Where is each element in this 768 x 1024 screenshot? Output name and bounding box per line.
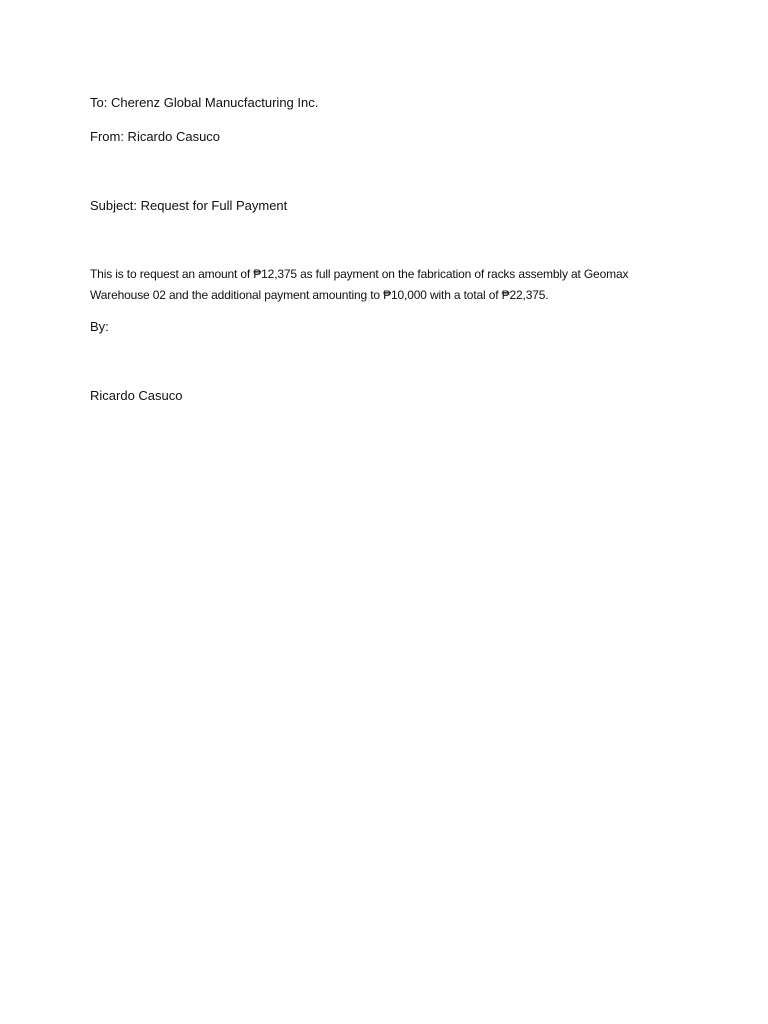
- by-label: By:: [90, 319, 109, 334]
- body-paragraph: [90, 264, 690, 306]
- subject-line: Subject: Request for Full Payment: [90, 198, 288, 213]
- signatory-name: Ricardo Casuco: [90, 388, 183, 403]
- body-line: This is to request an amount of ₱12,375 as full payment on the fabrication of racks assembly at Geomax: [90, 267, 629, 281]
- body-line: Warehouse 02 and the additional payment amounting to ₱10,000 with a total of ₱22,375.: [90, 288, 549, 302]
- recipient-line: To: Cherenz Global Manucfacturing Inc.: [90, 95, 319, 110]
- sender-line: From: Ricardo Casuco: [90, 129, 221, 144]
